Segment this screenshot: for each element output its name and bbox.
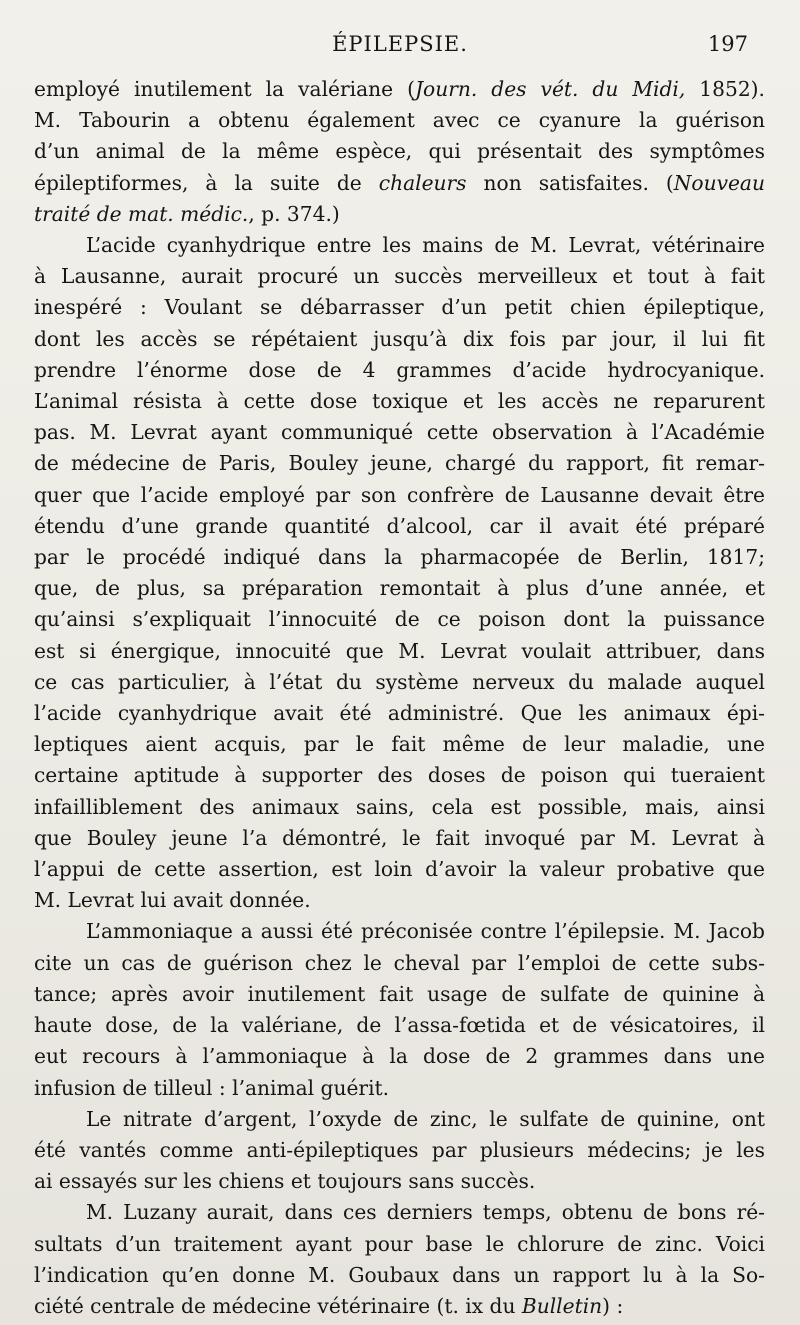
text-run: que Bouley jeune l’a démontré, le fait invoqué par M. Levrat à <box>34 825 765 850</box>
text-line <box>34 729 765 760</box>
text-line <box>34 667 765 698</box>
paragraph-continuation <box>34 74 765 230</box>
text-line <box>34 1166 765 1197</box>
text-line <box>34 1073 765 1104</box>
italic-text: traité de mat. médic. <box>34 201 249 226</box>
text-run: quer que l’acide employé par son confrère de Lausanne devait être <box>34 482 765 507</box>
text-line <box>34 573 765 604</box>
text-run: eut recours à l’ammoniaque à la dose de 2 grammes dans une <box>34 1044 765 1069</box>
text-run: inespéré : Voulant se débarrasser d’un petit chien épileptique, <box>34 295 765 320</box>
text-run: , p. 374.) <box>248 201 340 226</box>
text-run: haute dose, de la valériane, de l’assa-fœtida et de vésicatoires, il <box>34 1013 765 1038</box>
text-run: tance; après avoir inutilement fait usage de sulfate de quinine à <box>34 981 765 1006</box>
italic-text: chaleurs <box>378 170 467 195</box>
text-run: est si énergique, innocuité que M. Levrat voulait attribuer, dans <box>34 638 765 663</box>
text-run: ce cas particulier, à l’état du système nerveux du malade auquel <box>34 669 765 694</box>
text-line <box>34 885 765 916</box>
text-run: pas. M. Levrat ayant communiqué cette observation à l’Académie <box>34 420 765 445</box>
text-run: cite un cas de guérison chez le cheval par l’emploi de cette subs- <box>34 950 765 975</box>
text-run: infusion de tilleul : l’animal guérit. <box>34 1075 390 1100</box>
text-run: que, de plus, sa préparation remontait à plus d’une année, et <box>34 576 765 601</box>
text-line <box>34 511 765 542</box>
text-line <box>34 979 765 1010</box>
text-run: dont les accès se répétaient jusqu’à dix fois par jour, il lui fit <box>34 326 765 351</box>
text-run: non satisfaites. ( <box>466 170 674 195</box>
text-line <box>34 1104 765 1135</box>
text-line <box>34 230 765 261</box>
text-line <box>34 1291 765 1322</box>
italic-text: Bulletin <box>521 1293 603 1318</box>
text-run: l’indication qu’en donne M. Goubaux dans un rapport lu à la So- <box>34 1262 765 1287</box>
text-line <box>34 480 765 511</box>
text-run: ciété centrale de médecine vétérinaire (t. ix du <box>34 1293 522 1318</box>
text-line <box>34 1197 765 1228</box>
text-run: employé inutilement la valériane ( <box>34 77 415 101</box>
text-line <box>34 168 765 199</box>
text-run: ai essayés sur les chiens et toujours sans succès. <box>34 1169 536 1194</box>
text-line <box>34 760 765 791</box>
paragraph-nitrate-argent <box>34 1104 765 1198</box>
paragraph-acide-cyanhydrique <box>34 230 765 916</box>
text-line <box>34 792 765 823</box>
text-run: à Lausanne, aurait procuré un succès merveilleux et tout à fait <box>34 264 765 289</box>
text-line <box>34 1041 765 1072</box>
text-line <box>34 136 765 167</box>
text-run: leptiques aient acquis, par le fait même de leur maladie, une <box>34 732 765 757</box>
text-run: L’animal résista à cette dose toxique et les accès ne reparurent <box>34 389 765 414</box>
text-run: certaine aptitude à supporter des doses de poison qui tueraient <box>34 763 765 788</box>
text-line <box>34 448 765 479</box>
text-line <box>34 292 765 323</box>
text-line <box>34 823 765 854</box>
text-run: ) : <box>602 1293 624 1318</box>
text-run: qu’ainsi s’expliquait l’innocuité de ce poison dont la puissance <box>34 607 765 632</box>
italic-text: Nouveau <box>673 170 765 195</box>
text-line <box>34 636 765 667</box>
paragraph-luzany <box>34 1197 765 1322</box>
text-run: infailliblement des animaux sains, cela est possible, mais, ainsi <box>34 794 765 819</box>
text-run: M. Tabourin a obtenu également avec ce cyanure la guérison <box>34 108 765 133</box>
text-run: par le procédé indiqué dans la pharmacopée de Berlin, 1817; <box>34 545 765 570</box>
text-run: de médecine de Paris, Bouley jeune, chargé du rapport, fit remar- <box>34 451 765 476</box>
text-line <box>34 916 765 947</box>
text-line <box>34 854 765 885</box>
text-line <box>34 105 765 136</box>
text-line <box>34 74 765 105</box>
running-title: ÉPILEPSIE. <box>332 32 468 56</box>
body-text <box>34 74 765 1322</box>
text-line <box>34 1010 765 1041</box>
text-run: prendre l’énorme dose de 4 grammes d’acide hydrocyanique. <box>34 357 765 382</box>
page-number: 197 <box>707 32 748 56</box>
text-run: 1852). <box>685 77 765 101</box>
text-run: Le nitrate d’argent, l’oxyde de zinc, le sulfate de quinine, ont <box>86 1106 765 1131</box>
text-line <box>34 355 765 386</box>
page-header <box>0 30 800 64</box>
text-line <box>34 542 765 573</box>
text-run: épileptiformes, à la suite de <box>34 170 379 195</box>
text-run: M. Luzany aurait, dans ces derniers temps, obtenu de bons ré- <box>86 1200 765 1225</box>
text-line <box>34 948 765 979</box>
text-run: sultats d’un traitement ayant pour base le chlorure de zinc. Voici <box>34 1231 765 1256</box>
text-line <box>34 1135 765 1166</box>
text-run: L’acide cyanhydrique entre les mains de M. Levrat, vétérinaire <box>86 233 765 258</box>
text-run: été vantés comme anti-épileptiques par plusieurs médecins; je les <box>34 1137 765 1162</box>
text-run: l’acide cyanhydrique avait été administré. Que les animaux épi- <box>34 701 765 726</box>
italic-text: Journ. des vét. du Midi, <box>414 77 686 101</box>
text-line <box>34 324 765 355</box>
text-run: L’ammoniaque a aussi été préconisée contre l’épilepsie. M. Jacob <box>86 919 765 944</box>
text-line <box>34 1260 765 1291</box>
text-line <box>34 261 765 292</box>
text-run: M. Levrat lui avait donnée. <box>34 888 311 913</box>
text-line <box>34 604 765 635</box>
text-line <box>34 417 765 448</box>
text-line <box>34 199 765 230</box>
text-run: d’un animal de la même espèce, qui présentait des symptômes <box>34 139 765 164</box>
text-run: étendu d’une grande quantité d’alcool, car il avait été préparé <box>34 513 765 538</box>
text-line <box>34 386 765 417</box>
text-line <box>34 1229 765 1260</box>
text-run: l’appui de cette assertion, est loin d’avoir la valeur probative que <box>34 857 765 882</box>
text-line <box>34 698 765 729</box>
paragraph-ammoniaque <box>34 916 765 1103</box>
